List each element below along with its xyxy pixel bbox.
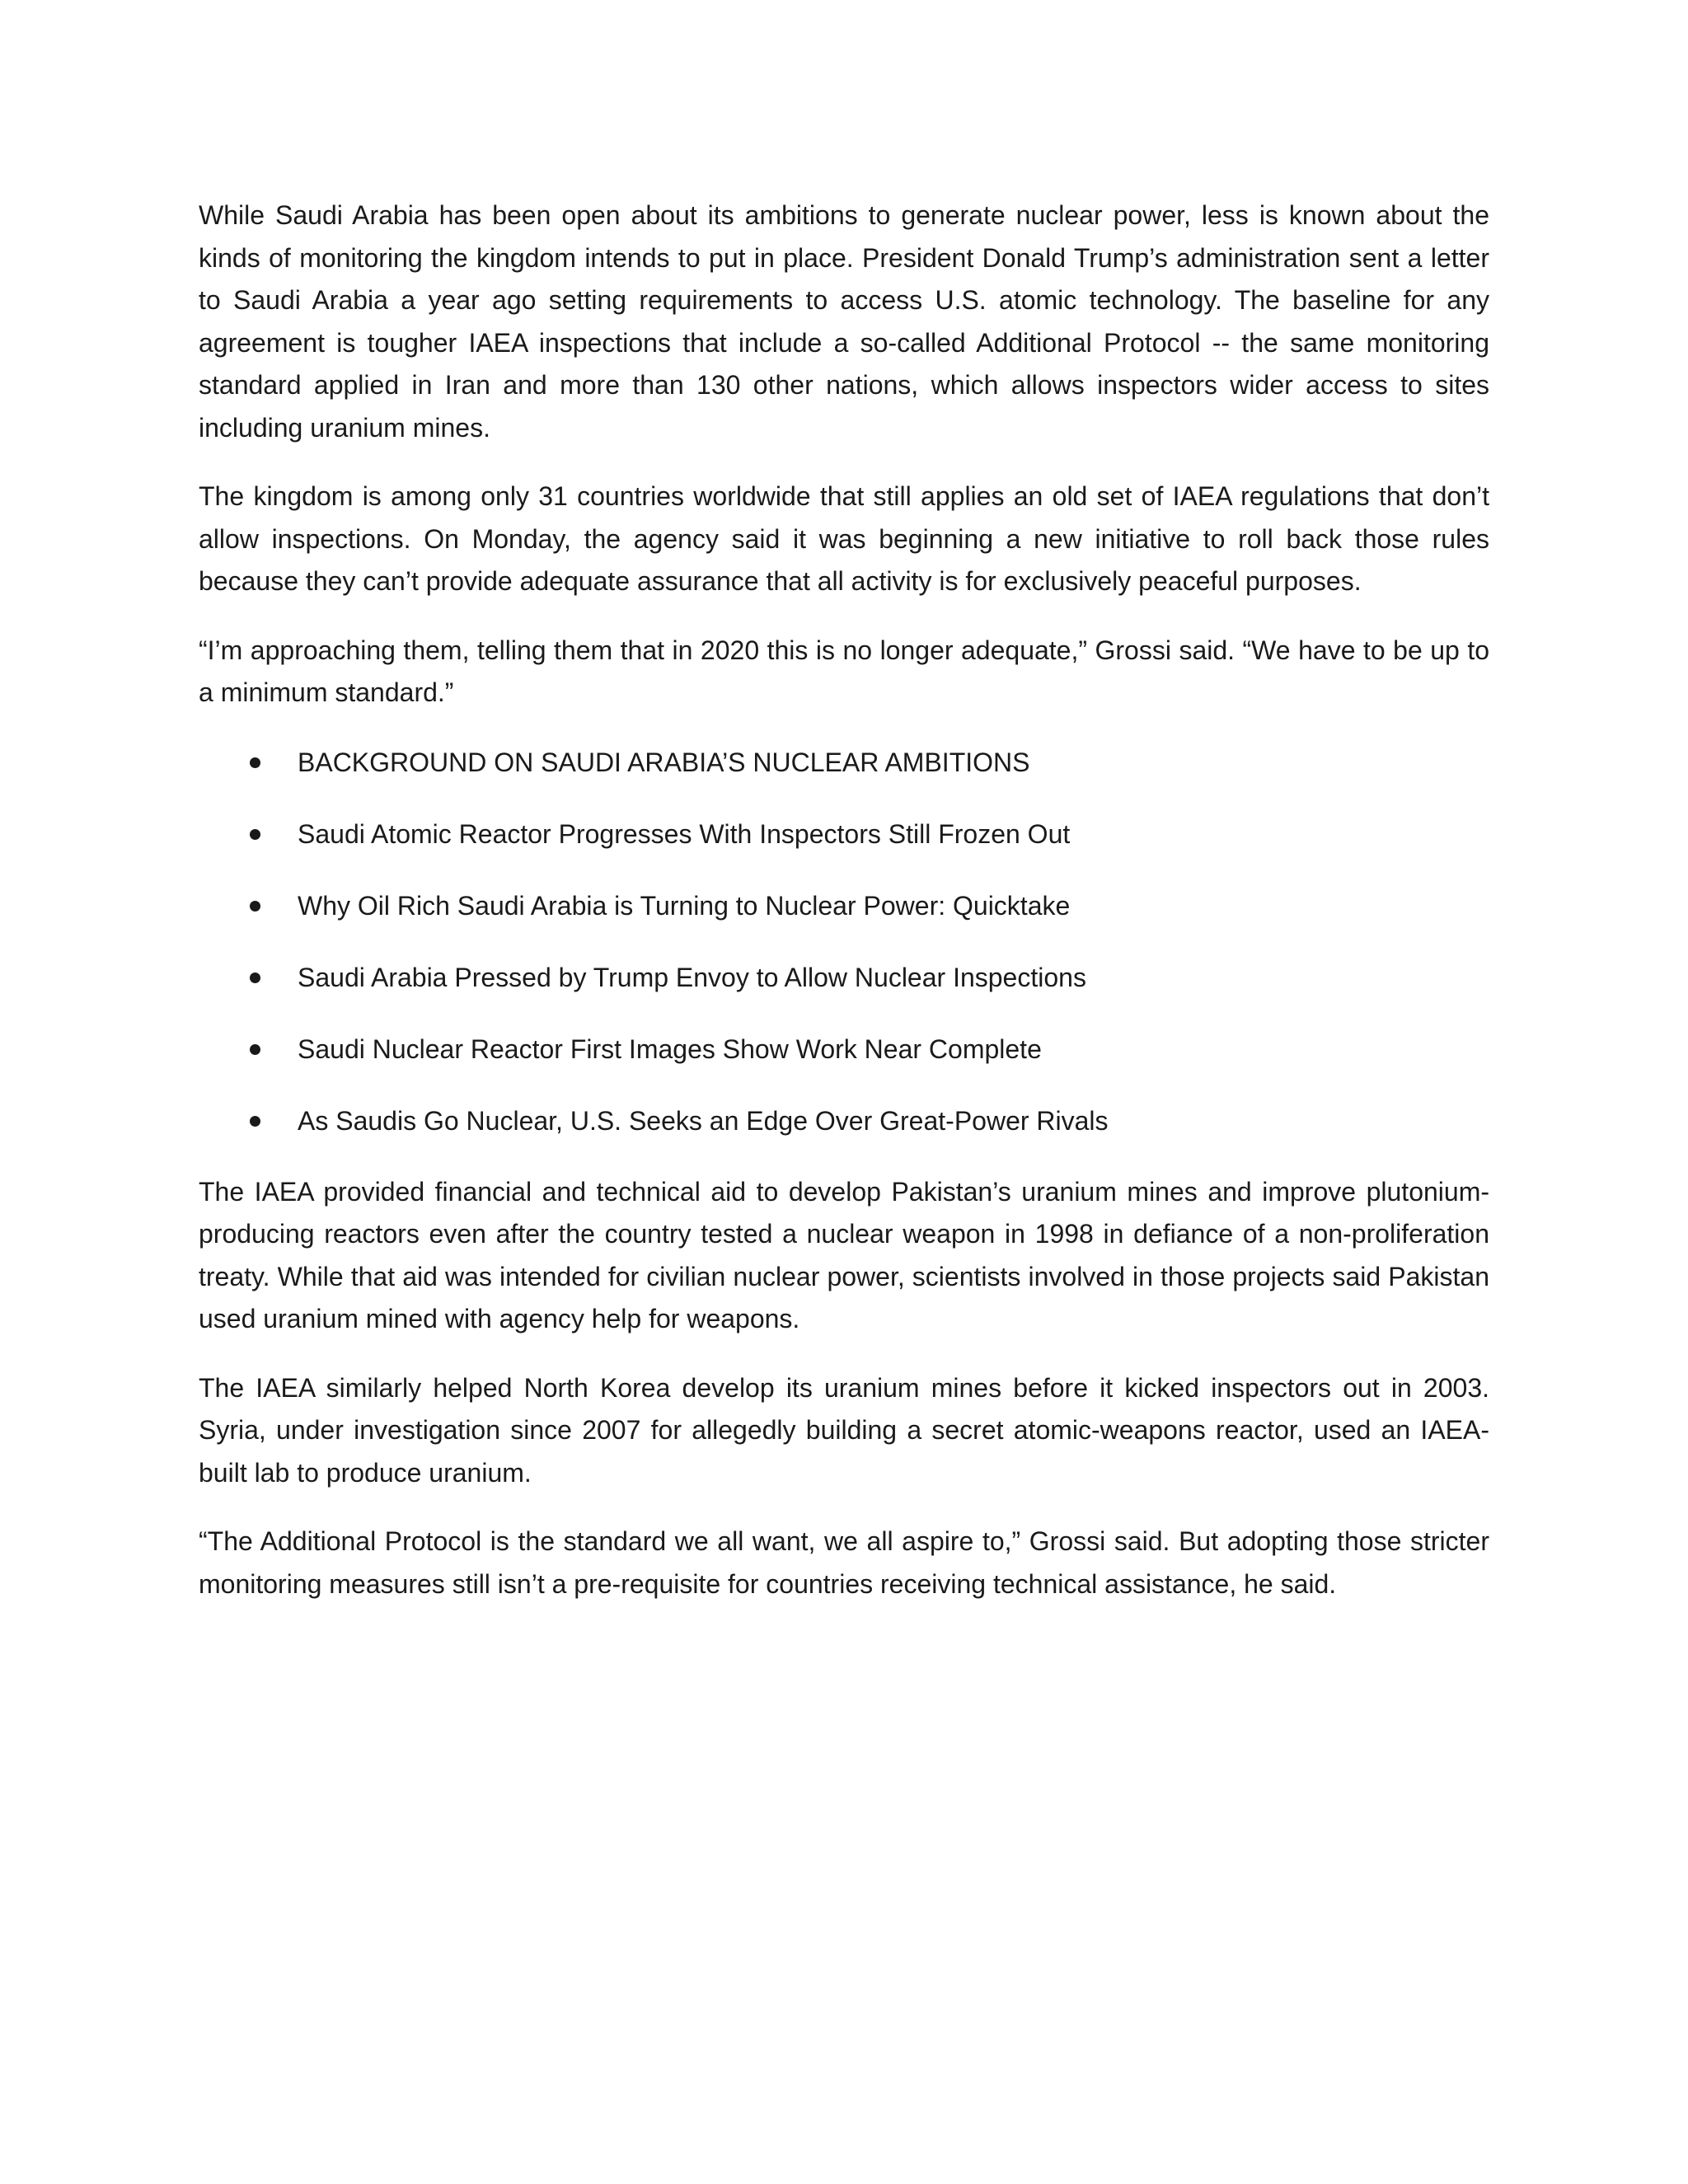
list-item-label: As Saudis Go Nuclear, U.S. Seeks an Edge Over Great-Power Rivals <box>298 1105 1109 1136</box>
list-item-label: BACKGROUND ON SAUDI ARABIA’S NUCLEAR AMBITIONS <box>298 747 1030 777</box>
paragraph-north-korea-syria: The IAEA similarly helped North Korea develop its uranium mines before it kicked inspectors out in 2003. Syria, under investigation since 2007 for allegedly building a secret atomic-weapons reactor, used an IAEA-built lab to produce uranium. <box>199 1372 1489 1488</box>
list-item[interactable] <box>199 884 1489 927</box>
bullet-icon <box>250 1116 260 1127</box>
related-stories-list <box>199 741 1489 1142</box>
list-item[interactable] <box>199 956 1489 999</box>
list-item[interactable] <box>199 1099 1489 1142</box>
list-item-label: Saudi Atomic Reactor Progresses With Inspectors Still Frozen Out <box>298 818 1071 849</box>
list-item[interactable] <box>199 1028 1489 1071</box>
bullet-icon <box>250 901 260 912</box>
bullet-icon <box>250 972 260 983</box>
paragraph-pakistan-aid: The IAEA provided financial and technical aid to develop Pakistan’s uranium mines and improve plutonium-producing reactors even after the country tested a nuclear weapon in 1998 in defiance of a non-proliferation treaty. While that aid was intended for civilian nuclear power, scientists involved in those projects said Pakistan used uranium mined with agency help for weapons. <box>199 1176 1489 1333</box>
paragraph-trump-letter: While Saudi Arabia has been open about its ambitions to generate nuclear power, less is known about the kinds of monitoring the kingdom intends to put in place. President Donald Trump’s administration sent a letter to Saudi Arabia a year ago setting requirements to access U.S. atomic technology. The baseline for any agreement is tougher IAEA inspections that include a so-called Additional Protocol -- the same monitoring standard applied in Iran and more than 130 other nations, which allows inspectors wider access to sites including uranium mines. <box>199 200 1489 443</box>
list-item-label: Saudi Arabia Pressed by Trump Envoy to Allow Nuclear Inspections <box>298 962 1086 992</box>
bullet-icon <box>250 757 260 768</box>
paragraph-additional-protocol-quote: “The Additional Protocol is the standard we all want, we all aspire to,” Grossi said. But adopting those stricter monitoring measures still isn’t a pre-requisite for countries receiving technical assistance, he said. <box>199 1526 1489 1599</box>
list-item-label: Saudi Nuclear Reactor First Images Show Work Near Complete <box>298 1033 1042 1064</box>
paragraph-old-regulations: The kingdom is among only 31 countries worldwide that still applies an old set of IAEA regulations that don’t allow inspections. On Monday, the agency said it was beginning a new initiative to roll back those rules because they can’t provide adequate assurance that all activity is for exclusively peaceful purposes. <box>199 481 1489 596</box>
list-item-label: Why Oil Rich Saudi Arabia is Turning to Nuclear Power: Quicktake <box>298 890 1071 921</box>
bullet-icon <box>250 829 260 840</box>
bullet-icon <box>250 1044 260 1055</box>
list-item[interactable] <box>199 813 1489 855</box>
paragraph-grossi-quote: “I’m approaching them, telling them that in 2020 this is no longer adequate,” Grossi said. “We have to be up to a minimum standard.” <box>199 635 1489 707</box>
document-body <box>199 194 1489 1632</box>
list-item[interactable] <box>199 741 1489 784</box>
